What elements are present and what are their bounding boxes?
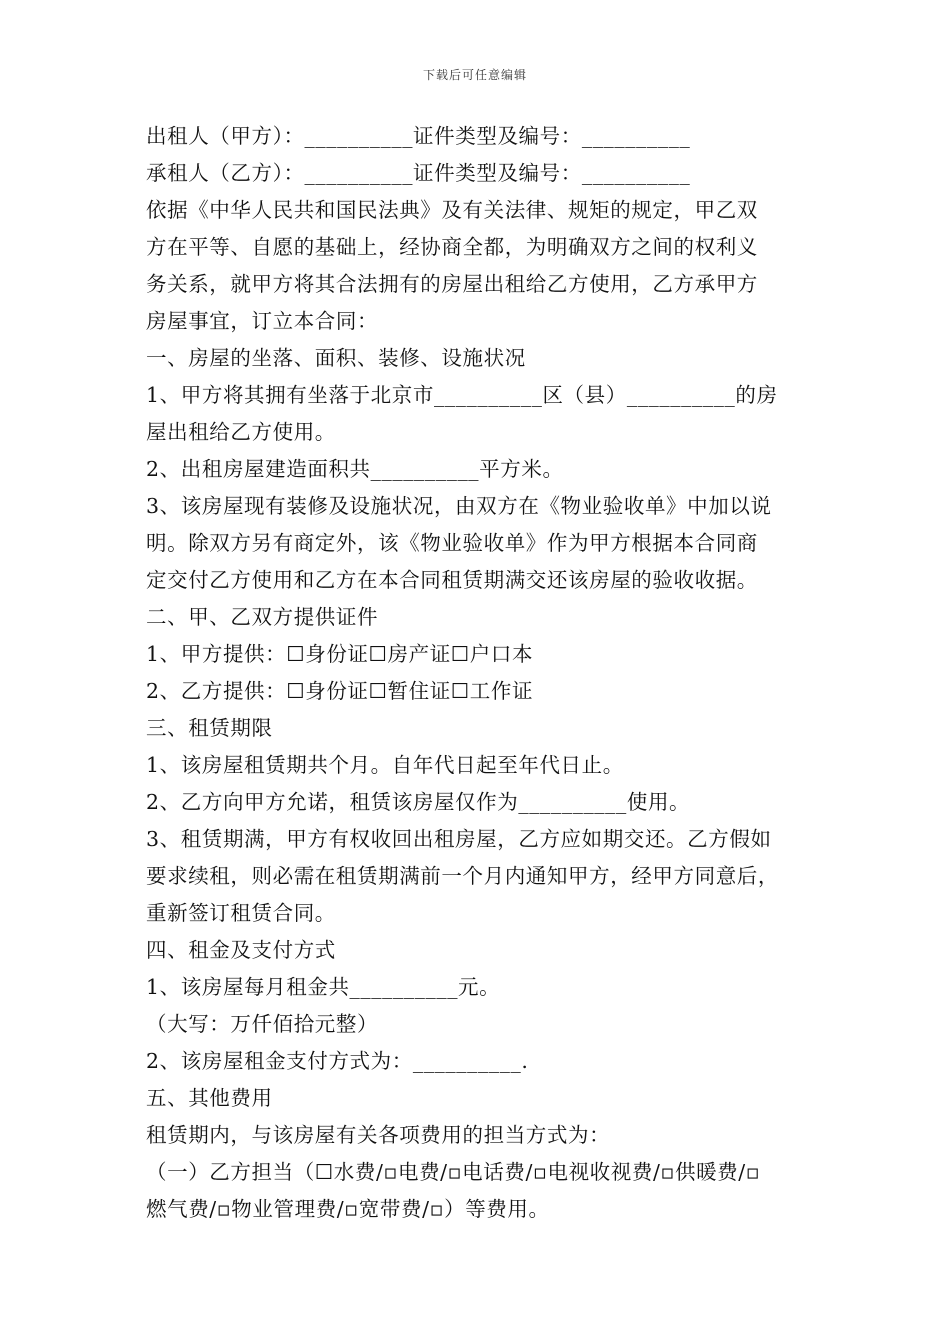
preamble-line: 依据《中华人民共和国民法典》及有关法律、规矩的规定，甲乙双 xyxy=(146,198,758,222)
clause-3-1: 1、该房屋租赁期共个月。自年代日起至年代日止。 xyxy=(146,753,624,777)
clause-1-1-cont: 屋出租给乙方使用。 xyxy=(146,420,336,444)
section-heading-5: 五、其他费用 xyxy=(146,1086,273,1110)
clause-1-3: 3、该房屋现有装修及设施状况，由双方在《物业验收单》中加以说 xyxy=(146,494,772,518)
clause-5-1: （一）乙方担当（☐水费/▫电费/▫电话费/▫电视收视费/▫供暖费/▫ xyxy=(146,1160,761,1184)
clause-1-3-cont: 定交付乙方使用和乙方在本合同租赁期满交还该房屋的验收收据。 xyxy=(146,568,758,592)
page-header: 下载后可任意编辑 xyxy=(422,68,527,82)
section-heading-4: 四、租金及支付方式 xyxy=(146,938,336,962)
clause-3-3-cont: 重新签订租赁合同。 xyxy=(146,901,336,925)
lessor-line: 出租人（甲方）：__________证件类型及编号：__________ xyxy=(146,124,691,148)
document-body xyxy=(146,118,826,1228)
section-heading-3: 三、租赁期限 xyxy=(146,716,273,740)
clause-3-3: 3、租赁期满，甲方有权收回出租房屋，乙方应如期交还。乙方假如 xyxy=(146,827,772,851)
clause-5-1-cont: 燃气费/▫物业管理费/▫宽带费/▫）等费用。 xyxy=(146,1197,550,1221)
clause-1-3-cont: 明。除双方另有商定外，该《物业验收单》作为甲方根据本合同商 xyxy=(146,531,758,555)
clause-2-1: 1、甲方提供：☐身份证☐房产证☐户口本 xyxy=(146,642,534,666)
section-heading-2: 二、甲、乙双方提供证件 xyxy=(146,605,379,629)
clause-4-1-amount-words: （大写：万仟佰拾元整） xyxy=(146,1012,379,1036)
preamble-line: 方在平等、自愿的基础上，经协商全都，为明确双方之间的权利义 xyxy=(146,235,758,259)
clause-4-2: 2、该房屋租金支付方式为：__________. xyxy=(146,1049,529,1073)
clause-3-2: 2、乙方向甲方允诺，租赁该房屋仅作为__________使用。 xyxy=(146,790,691,814)
preamble-line: 务关系，就甲方将其合法拥有的房屋出租给乙方使用，乙方承甲方 xyxy=(146,272,758,296)
clause-2-2: 2、乙方提供：☐身份证☐暂住证☐工作证 xyxy=(146,679,534,703)
lessee-line: 承租人（乙方）：__________证件类型及编号：__________ xyxy=(146,161,691,185)
clause-5-intro: 租赁期内，与该房屋有关各项费用的担当方式为： xyxy=(146,1123,611,1147)
clause-4-1: 1、该房屋每月租金共__________元。 xyxy=(146,975,501,999)
preamble-line: 房屋事宜，订立本合同： xyxy=(146,309,379,333)
section-heading-1: 一、房屋的坐落、面积、装修、设施状况 xyxy=(146,346,526,370)
clause-1-2: 2、出租房屋建造面积共__________平方米。 xyxy=(146,457,564,481)
clause-3-3-cont: 要求续租，则必需在租赁期满前一个月内通知甲方，经甲方同意后， xyxy=(146,864,779,888)
clause-1-1: 1、甲方将其拥有坐落于北京市__________区（县）__________的房 xyxy=(146,383,778,407)
